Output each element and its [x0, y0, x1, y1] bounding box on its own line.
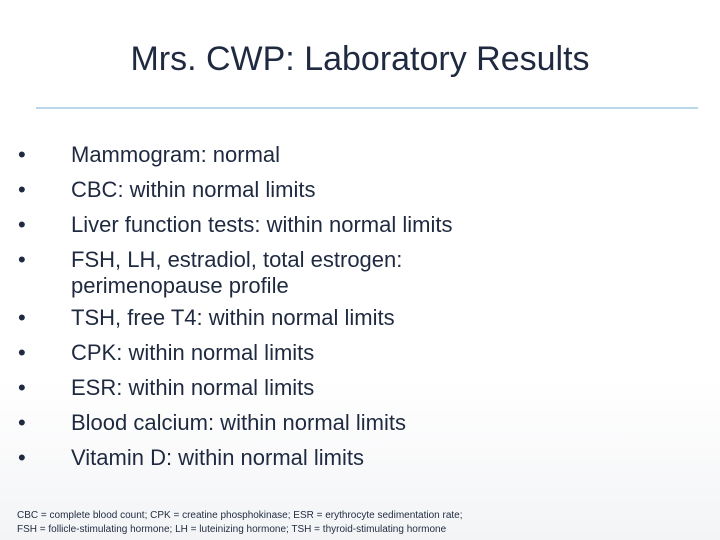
footnote	[17, 509, 707, 537]
list-item-cbc	[18, 172, 698, 207]
list-item-calcium	[18, 405, 698, 440]
results-list	[18, 137, 698, 475]
list-item-text: Liver function tests: within normal limits	[71, 212, 453, 237]
title-divider	[36, 107, 698, 109]
bullet-icon: •	[18, 375, 26, 400]
list-item-text: Blood calcium: within normal limits	[71, 410, 406, 435]
list-item-thyroid	[18, 300, 698, 335]
footnote-line: FSH = follicle-stimulating hormone; LH = luteinizing hormone; TSH = thyroid-stimulating hormone	[17, 524, 447, 535]
bullet-icon: •	[18, 177, 26, 202]
list-item-text: Mammogram: normal	[71, 142, 281, 167]
footnote-line: CBC = complete blood count; CPK = creatine phosphokinase; ESR = erythrocyte sedimentation rate;	[17, 510, 463, 521]
bullet-icon: •	[18, 247, 26, 272]
list-item-text: TSH, free T4: within normal limits	[71, 305, 395, 330]
list-item-vitamin-d	[18, 440, 698, 475]
slide-title: Mrs. CWP: Laboratory Results	[130, 40, 590, 78]
bullet-icon: •	[18, 142, 26, 167]
list-item-continuation: perimenopause profile	[71, 273, 289, 298]
bullet-icon: •	[18, 410, 26, 435]
bullet-icon: •	[18, 445, 26, 470]
list-item-text: ESR: within normal limits	[71, 375, 315, 400]
list-item-text: FSH, LH, estradiol, total estrogen:	[71, 247, 403, 272]
list-item-liver	[18, 207, 698, 242]
list-item-text: CBC: within normal limits	[71, 177, 316, 202]
list-item-text: CPK: within normal limits	[71, 340, 315, 365]
list-item-esr	[18, 370, 698, 405]
list-item-mammogram	[18, 137, 698, 172]
bullet-icon: •	[18, 305, 26, 330]
bullet-icon: •	[18, 340, 26, 365]
bullet-icon: •	[18, 212, 26, 237]
list-item-hormones	[18, 242, 698, 300]
list-item-text: Vitamin D: within normal limits	[71, 445, 365, 470]
list-item-cpk	[18, 335, 698, 370]
